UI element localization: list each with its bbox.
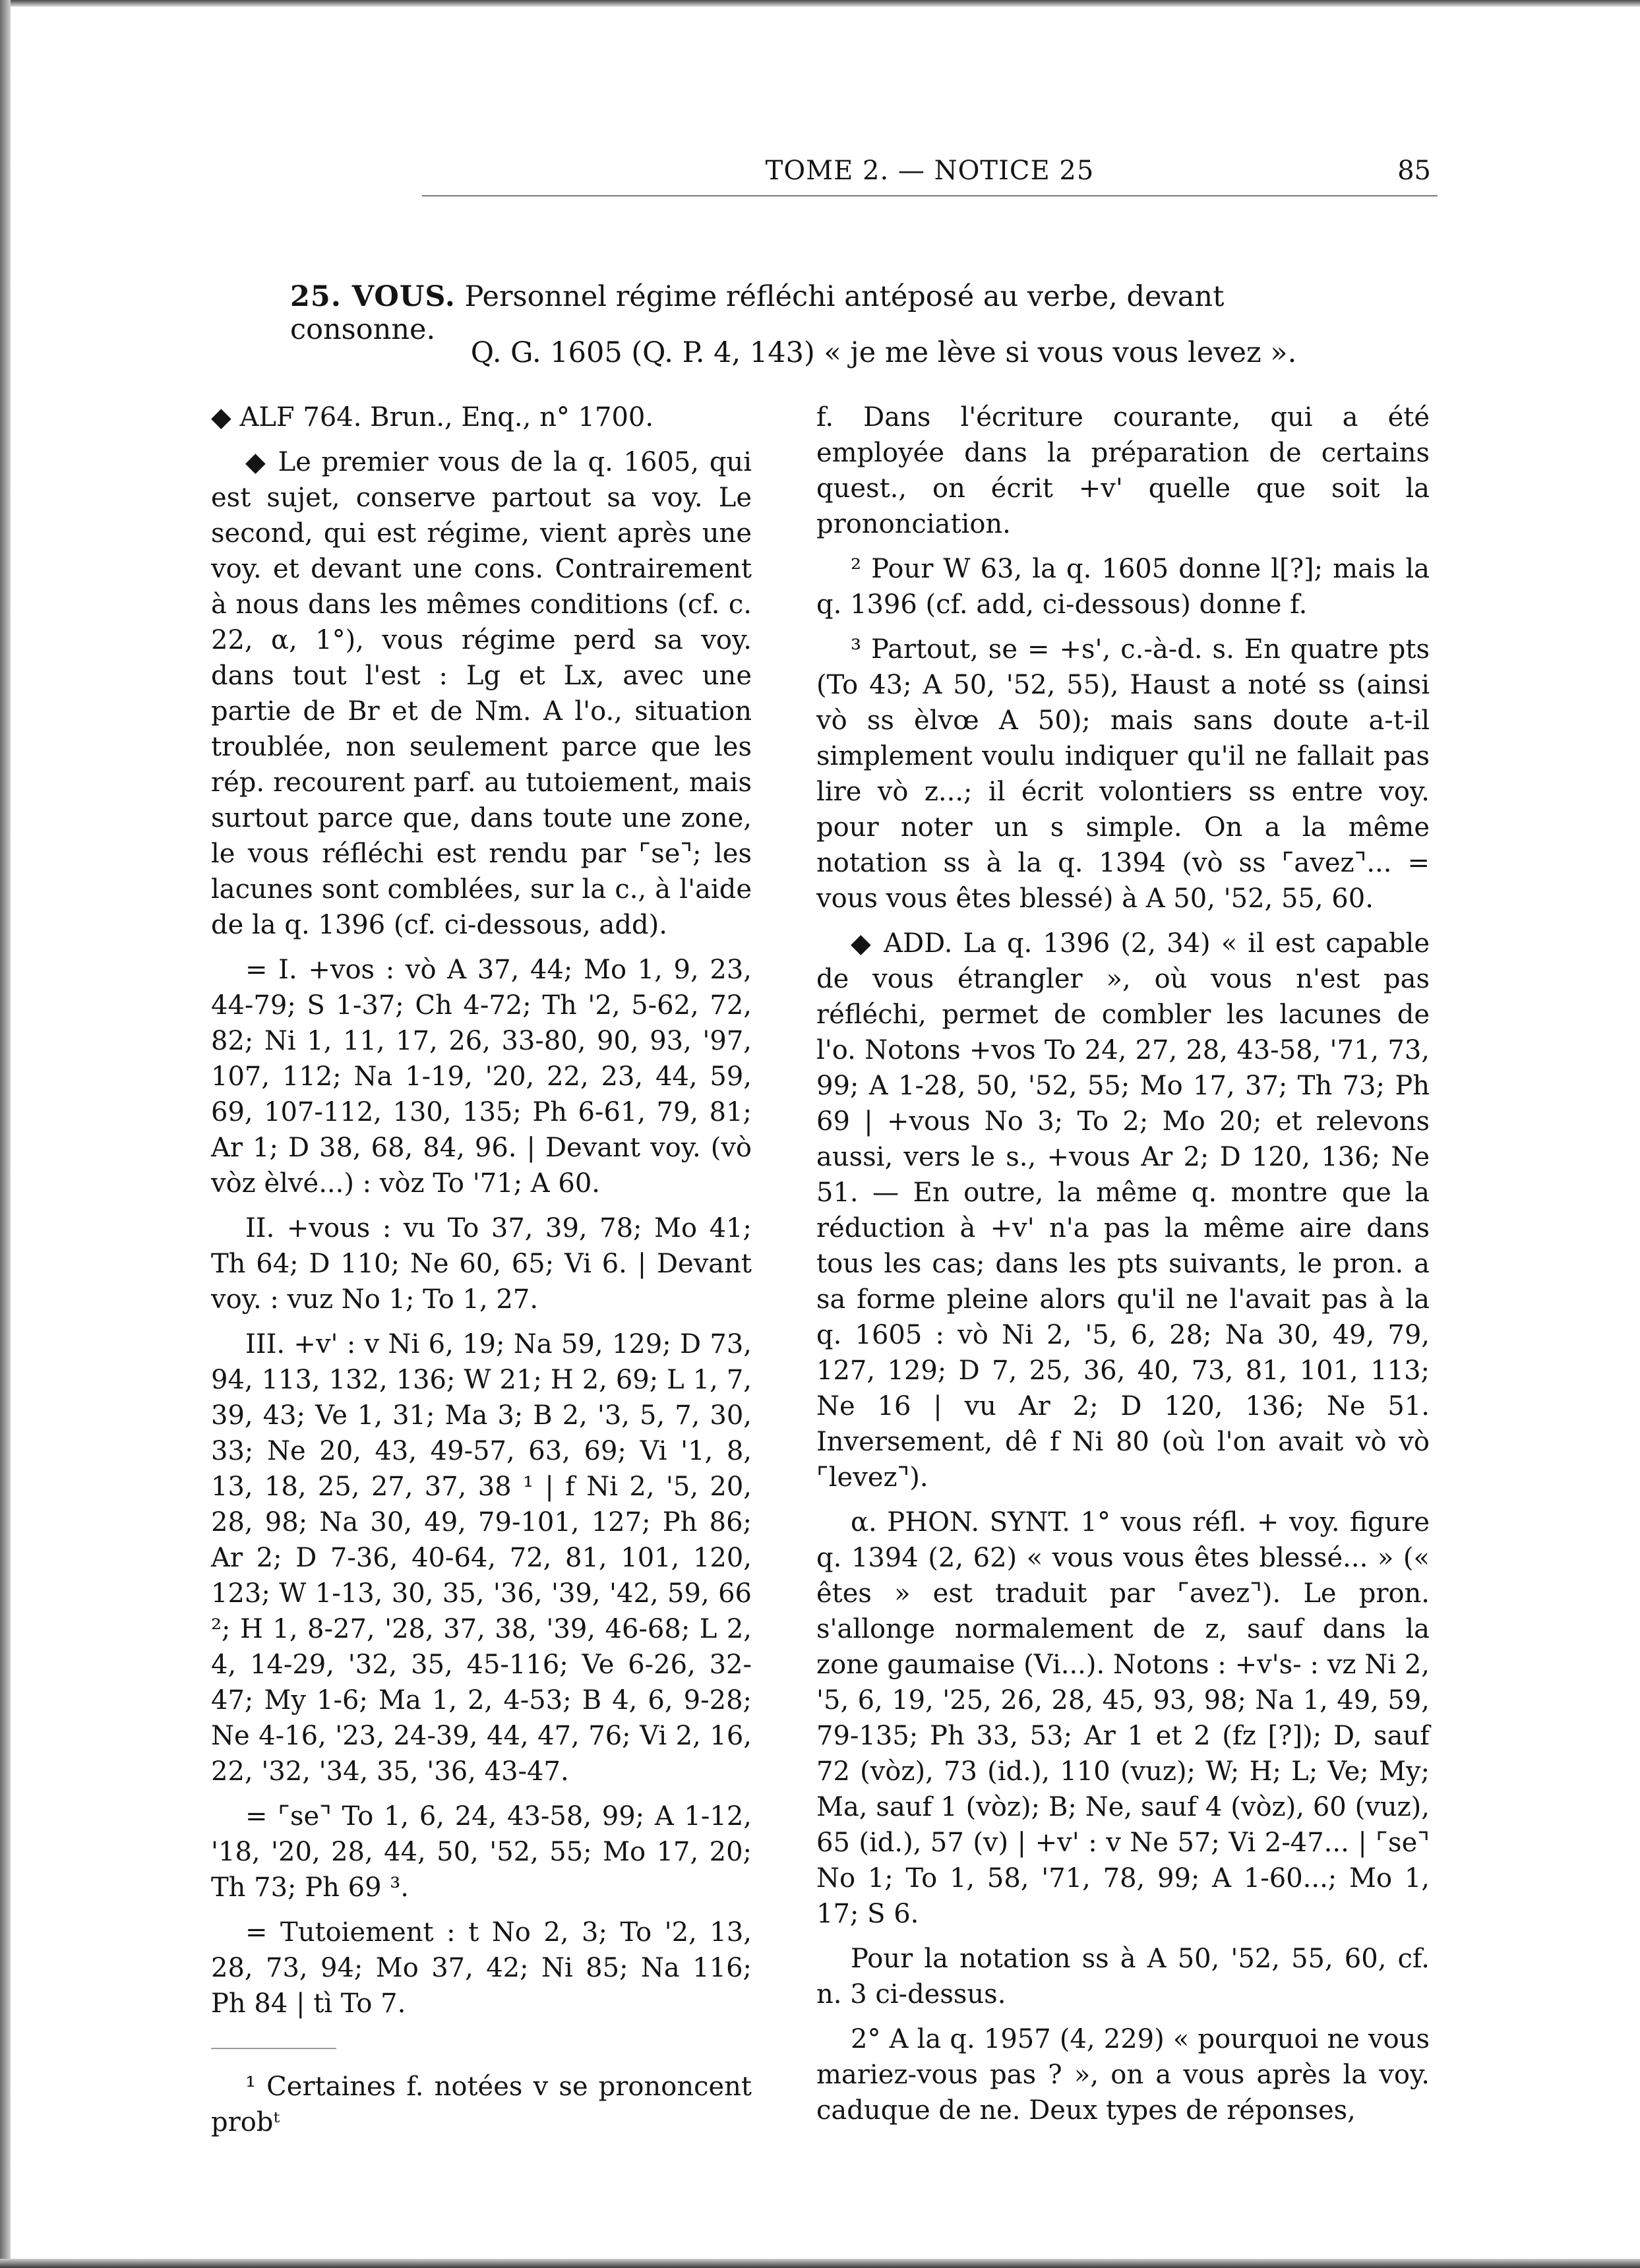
footnote-rule — [211, 2048, 336, 2049]
scan-edge-bottom — [0, 2259, 1640, 2268]
paragraph-question-1957: 2° A la q. 1957 (4, 229) « pourquoi ne vous mariez-vous pas ? », on a vous après la voy. caduque de ne. Deux types de réponses, — [816, 2024, 1430, 2126]
notice-description: Personnel régime réfléchi antéposé au verbe, devant consonne. — [290, 280, 1225, 346]
scan-edge-left — [0, 0, 11, 2268]
paragraph-references: ◆ ALF 764. Brun., Enq., n° 1700. — [211, 402, 654, 433]
paragraph-tutoiement: = Tutoiement : t No 2, 3; To '2, 13, 28, 73, 94; Mo 37, 42; Ni 85; Na 116; Ph 84 | tì To 7. — [211, 1917, 752, 2019]
paragraph-commentary: ◆ Le premier vous de la q. 1605, qui est sujet, conserve partout sa voy. Le second, qui est régime, vient après une voy. et devant une cons. Contrairement à nous dans les mêmes conditions (cf. c. 22, α, 1°), vous régime perd sa voy. dans tout l'est : Lg et Lx, avec une partie de Br et de Nm. A l'o., situation troublée, non seulement parce que les rép. recourent parf. au tutoiement, mais surtout parce que, dans toute une zone, le vous réfléchi est rendu par ⌜se⌝; les lacunes sont comblées, sur la c., à l'aide de la q. 1396 (cf. ci-dessous, add). — [211, 447, 752, 940]
scan-edge-top — [0, 0, 1640, 7]
footnote-1-continued: f. Dans l'écriture courante, qui a été employée dans la préparation de certains quest., on écrit +v' quelle que soit la prononciation. — [816, 402, 1430, 539]
paragraph-add: ◆ ADD. La q. 1396 (2, 34) « il est capable de vous étrangler », où vous n'est pas réfléchi, permet de combler les lacunes de l'o. Notons +vos To 24, 27, 28, 43-58, '71, 73, 99; A 1-28, 50, '52, 55; Mo 17, 37; Th 73; Ph 69 | +vous No 3; To 2; Mo 20; et relevons aussi, vers le s., +vous Ar 2; D 120, 136; Ne 51. — En outre, la même q. montre que la réduction à +v' n'a pas la même aire dans tous les cas; dans les pts suivants, le pron. a sa forme pleine alors qu'il ne l'avait pas à la q. 1605 : vò Ni 2, '5, 6, 28; Na 30, 49, 79, 127, 129; D 7, 25, 36, 40, 73, 81, 101, 113; Ne 16 | vu Ar 2; D 120, 136; Ne 51. Inversement, dê f Ni 80 (où l'on avait vò vò ⌜levez⌝). — [816, 928, 1430, 1493]
paragraph-se: = ⌜se⌝ To 1, 6, 24, 43-58, 99; A 1-12, '18, '20, 28, 44, 50, '52, 55; Mo 17, 20; Th 73; Ph 69 ³. — [211, 1801, 752, 1903]
left-column — [211, 400, 752, 2149]
footnote-3: ³ Partout, se = +s', c.-à-d. s. En quatre pts (To 43; A 50, '52, 55), Haust a noté ss (ainsi vò ss èlvœ A 50); mais sans doute a-t-il simplement voulu indiquer qu'il ne fallait pas lire vò z...; il écrit volontiers ss entre voy. pour noter un s simple. On a la même notation ss à la q. 1394 (vò ss ⌜avez⌝... = vous vous êtes blessé) à A 50, '52, 55, 60. — [816, 634, 1430, 914]
question-line: Q. G. 1605 (Q. P. 4, 143) « je me lève si vous vous levez ». — [470, 336, 1297, 369]
footnote-1: ¹ Certaines f. notées v se prononcent probᵗ — [211, 2072, 752, 2137]
footnote-2: ² Pour W 63, la q. 1605 donne l[?]; mais la q. 1396 (cf. add, ci-dessous) donne f. — [816, 554, 1430, 620]
notice-number: 25. VOUS. — [290, 280, 456, 313]
paragraph-type-1: = I. +vos : vò A 37, 44; Mo 1, 9, 23, 44-79; S 1-37; Ch 4-72; Th '2, 5-62, 72, 82; Ni 1, 11, 17, 26, 33-80, 90, 93, '97, 107, 112; Na 1-19, '20, 22, 23, 44, 59, 69, 107-112, 130, 135; Ph 6-61, 79, 81; Ar 1; D 38, 68, 84, 96. | Devant voy. (vò vòz èlvé...) : vòz To '71; A 60. — [211, 955, 752, 1199]
running-head: TOME 2. — NOTICE 25 — [765, 156, 1095, 186]
paragraph-notation: Pour la notation ss à A 50, '52, 55, 60, cf. n. 3 ci-dessus. — [816, 1944, 1430, 2010]
right-column — [816, 400, 1430, 2137]
paragraph-type-3: III. +v' : v Ni 6, 19; Na 59, 129; D 73, 94, 113, 132, 136; W 21; H 2, 69; L 1, 7, 39, 43; Ve 1, 31; Ma 3; B 2, '3, 5, 7, 30, 33; Ne 20, 43, 49-57, 63, 69; Vi '1, 8, 13, 18, 25, 27, 37, 38 ¹ | f Ni 2, '5, 20, 28, 98; Na 30, 49, 79-101, 127; Ph 86; Ar 2; D 7-36, 40-64, 72, 81, 101, 120, 123; W 1-13, 30, 35, '36, '39, '42, 59, 66 ²; H 1, 8-27, '28, 37, 38, '39, 46-68; L 2, 4, 14-29, '32, 35, 45-116; Ve 6-26, 32-47; My 1-6; Ma 1, 2, 4-53; B 4, 6, 9-28; Ne 4-16, '23, 24-39, 44, 47, 76; Vi 2, 16, 22, '32, '34, 35, '36, 43-47. — [211, 1329, 752, 1787]
page-number: 85 — [1397, 156, 1431, 186]
paragraph-phon-synt: α. PHON. SYNT. 1° vous réfl. + voy. figure q. 1394 (2, 62) « vous vous êtes blessé... » (« êtes » est traduit par ⌜avez⌝). Le pron. s'allonge normalement de z, sauf dans la zone gaumaise (Vi...). Notons : +v's- : vz Ni 2, '5, 6, 19, '25, 26, 28, 45, 93, 98; Na 1, 49, 59, 79-135; Ph 33, 53; Ar 1 et 2 (fz [?]); D, sauf 72 (vòz), 73 (id.), 110 (vuz); W; H; L; Ve; My; Ma, sauf 1 (vòz); B; Ne, sauf 4 (vòz), 60 (vuz), 65 (id.), 57 (v) | +v' : v Ne 57; Vi 2-47... | ⌜se⌝ No 1; To 1, 58, '71, 78, 99; A 1-60...; Mo 1, 17; S 6. — [816, 1507, 1430, 1929]
header-rule — [422, 195, 1438, 196]
paragraph-type-2: II. +vous : vu To 37, 39, 78; Mo 41; Th 64; D 110; Ne 60, 65; Vi 6. | Devant voy. : vuz No 1; To 1, 27. — [211, 1213, 752, 1315]
